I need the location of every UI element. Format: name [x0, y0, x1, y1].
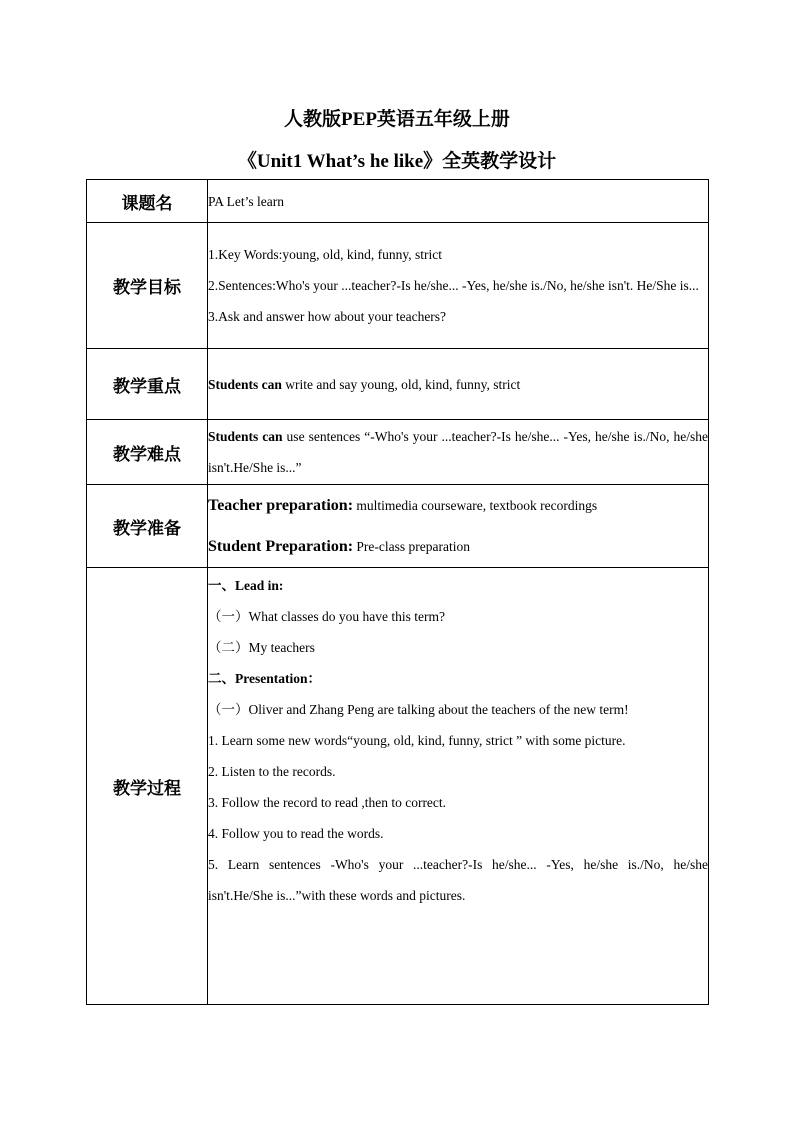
lead-in-item: （一）What classes do you have this term? — [208, 609, 445, 624]
presentation-step: 1. Learn some new words“young, old, kind, funny, strict ” with some picture. — [208, 733, 626, 748]
difficulties-content — [208, 420, 709, 485]
difficulties-text: use sentences “-Who's your ...teacher?-Is he/she... -Yes, he/she is./No, he/she isn't.He/She is...” — [208, 429, 708, 475]
presentation-step: 2. Listen to the records. — [208, 764, 336, 779]
label-preparation: 教学准备 — [87, 485, 208, 568]
label-objectives: 教学目标 — [87, 223, 208, 349]
presentation-intro: （一）Oliver and Zhang Peng are talking about the teachers of the new term! — [208, 702, 629, 717]
row-objectives — [87, 223, 709, 349]
lead-in-heading: 一、Lead in: — [208, 578, 284, 593]
process-content — [208, 568, 709, 1005]
teacher-preparation-label: Teacher preparation: — [208, 497, 354, 514]
row-preparation — [87, 485, 709, 568]
teacher-preparation — [208, 485, 708, 526]
label-topic: 课题名 — [87, 180, 208, 223]
objective-item: 1.Key Words:young, old, kind, funny, strict — [208, 247, 443, 262]
presentation-step: 3. Follow the record to read ,then to correct. — [208, 795, 447, 810]
student-preparation — [208, 526, 708, 567]
objective-item: 3.Ask and answer how about your teachers? — [208, 309, 447, 324]
teacher-preparation-text: multimedia courseware, textbook recordings — [353, 498, 598, 513]
student-preparation-text: Pre-class preparation — [353, 539, 470, 554]
student-preparation-label: Student Preparation: — [208, 538, 354, 555]
lesson-plan-table — [86, 179, 709, 1005]
key-points-content — [208, 349, 709, 420]
document-title: 人教版PEP英语五年级上册 — [284, 109, 510, 130]
presentation-step: 5. Learn sentences -Who's your ...teacher?-Is he/she... -Yes, he/she is./No, he/she isn't.He/She is...”with these words and pictures. — [208, 857, 708, 903]
presentation-heading: 二、Presentation： — [208, 671, 321, 686]
key-points-bold: Students can — [208, 376, 282, 392]
topic-text: PA Let’s learn — [208, 180, 709, 223]
row-difficulties — [87, 420, 709, 485]
row-key-points — [87, 349, 709, 420]
objective-item: 2.Sentences:Who's your ...teacher?-Is he/she... -Yes, he/she is./No, he/she isn't. He/She is... — [208, 278, 699, 293]
presentation-step: 4. Follow you to read the words. — [208, 826, 384, 841]
document-subtitle: 《Unit1 What’s he like》全英教学设计 — [237, 151, 557, 172]
key-points-text: write and say young, old, kind, funny, strict — [281, 376, 521, 392]
label-difficulties: 教学难点 — [87, 420, 208, 485]
label-process: 教学过程 — [87, 568, 208, 1005]
lead-in-item: （二）My teachers — [208, 640, 315, 655]
row-topic — [87, 180, 709, 223]
difficulties-bold: Students can — [208, 429, 283, 444]
preparation-content — [208, 485, 709, 568]
label-key-points: 教学重点 — [87, 349, 208, 420]
objectives-content — [208, 223, 709, 349]
row-process — [87, 568, 709, 1005]
